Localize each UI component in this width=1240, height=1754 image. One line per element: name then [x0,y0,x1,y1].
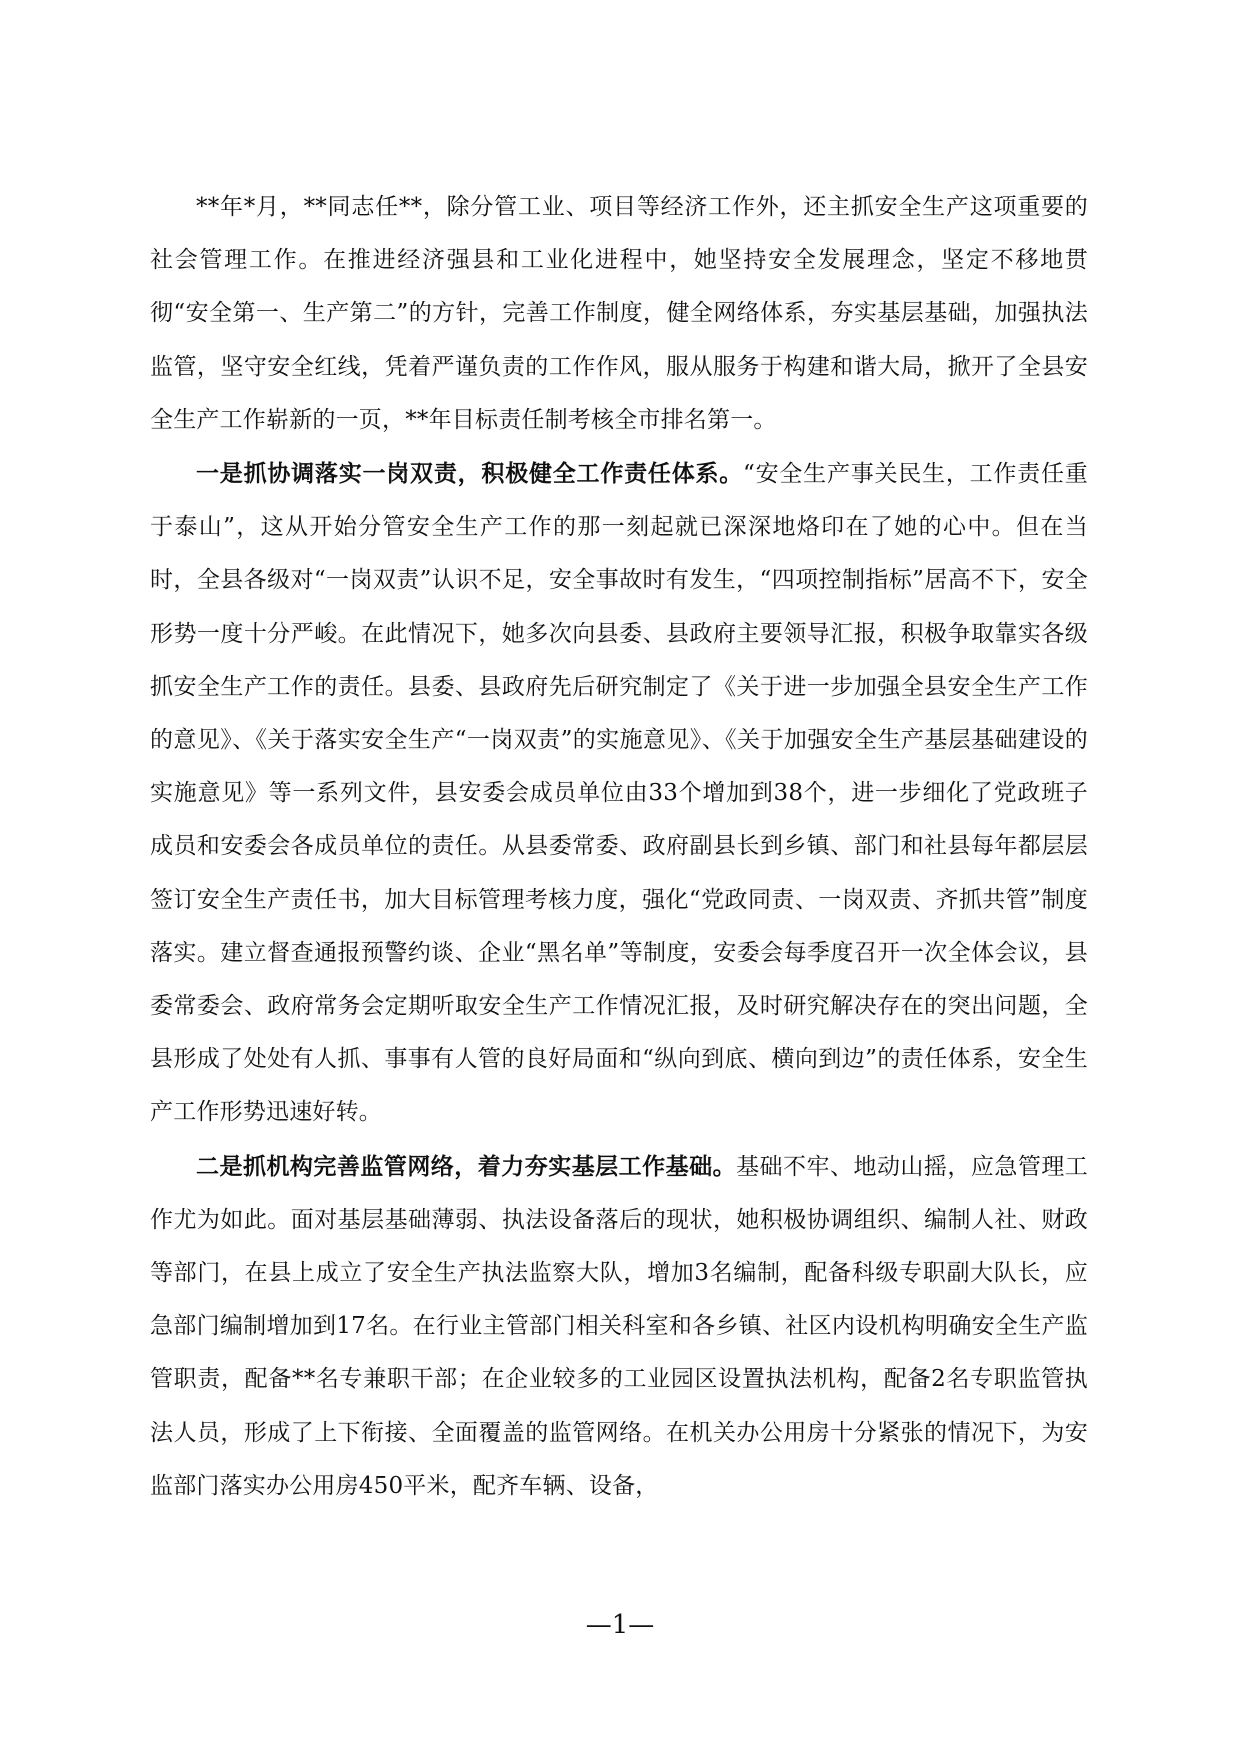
page-number: —1— [585,1610,655,1640]
paragraph-network [150,1140,1088,1513]
document-body [150,181,1088,1513]
paragraph-text: “安全生产事关民生，工作责任重于泰山”，这从开始分管安全生产工作的那一刻起就已深深地烙印在了她的心中。但在当时，全县各级对“一岗双责”认识不足，安全事故时有发生，“四项控制指标”居高不下，安全形势一度十分严峻。在此情况下，她多次向县委、县政府主要领导汇报，积极争取靠实各级抓安全生产工作的责任。县委、县政府先后研究制定了《关于进一步加强全县安全生产工作的意见》、《关于落实安全生产“一岗双责”的实施意见》、《关于加强安全生产基层基础建设的实施意见》等一系列文件，县安委会成员单位由33个增加到38个，进一步细化了党政班子成员和安委会各成员单位的责任。从县委常委、政府副县长到乡镇、部门和社县每年都层层签订安全生产责任书，加大目标管理考核力度，强化“党政同责、一岗双责、齐抓共管”制度落实。建立督查通报预警约谈、企业“黑名单”等制度，安委会每季度召开一次全体会议，县委常委会、政府常务会定期听取安全生产工作情况汇报，及时研究解决存在的突出问题，全县形成了处处有人抓、事事有人管的良好局面和“纵向到底、横向到边”的责任体系，安全生产工作形势迅速好转。 [150,461,1088,1126]
paragraph-text: **年*月，**同志任**，除分管工业、项目等经济工作外，还主抓安全生产这项重要的社会管理工作。在推进经济强县和工业化进程中，她坚持安全发展理念，坚定不移地贯彻“安全第一、生产第二”的方针，完善工作制度，健全网络体系，夯实基层基础，加强执法监管，坚守安全红线，凭着严谨负责的工作作风，服从服务于构建和谐大局，掀开了全县安全生产工作崭新的一页，**年目标责任制考核全市排名第一。 [150,194,1088,433]
paragraph-heading: 一是抓协调落实一岗双责，积极健全工作责任体系。 [196,460,744,488]
paragraph-intro [150,181,1088,447]
paragraph-heading: 二是抓机构完善监管网络，着力夯实基层工作基础。 [196,1152,737,1180]
paragraph-text: 基础不牢、地动山摇，应急管理工作尤为如此。面对基层基础薄弱、执法设备落后的现状，她积极协调组织、编制人社、财政等部门，在县上成立了安全生产执法监察大队，增加3名编制，配备科级专职副大队长，应急部门编制增加到17名。在行业主管部门相关科室和各乡镇、社区内设机构明确安全生产监管职责，配备**名专兼职干部；在企业较多的工业园区设置执法机构，配备2名专职监管执法人员，形成了上下衔接、全面覆盖的监管网络。在机关办公用房十分紧张的情况下，为安监部门落实办公用房450平米，配齐车辆、设备， [150,1153,1088,1499]
paragraph-responsibility [150,447,1088,1140]
